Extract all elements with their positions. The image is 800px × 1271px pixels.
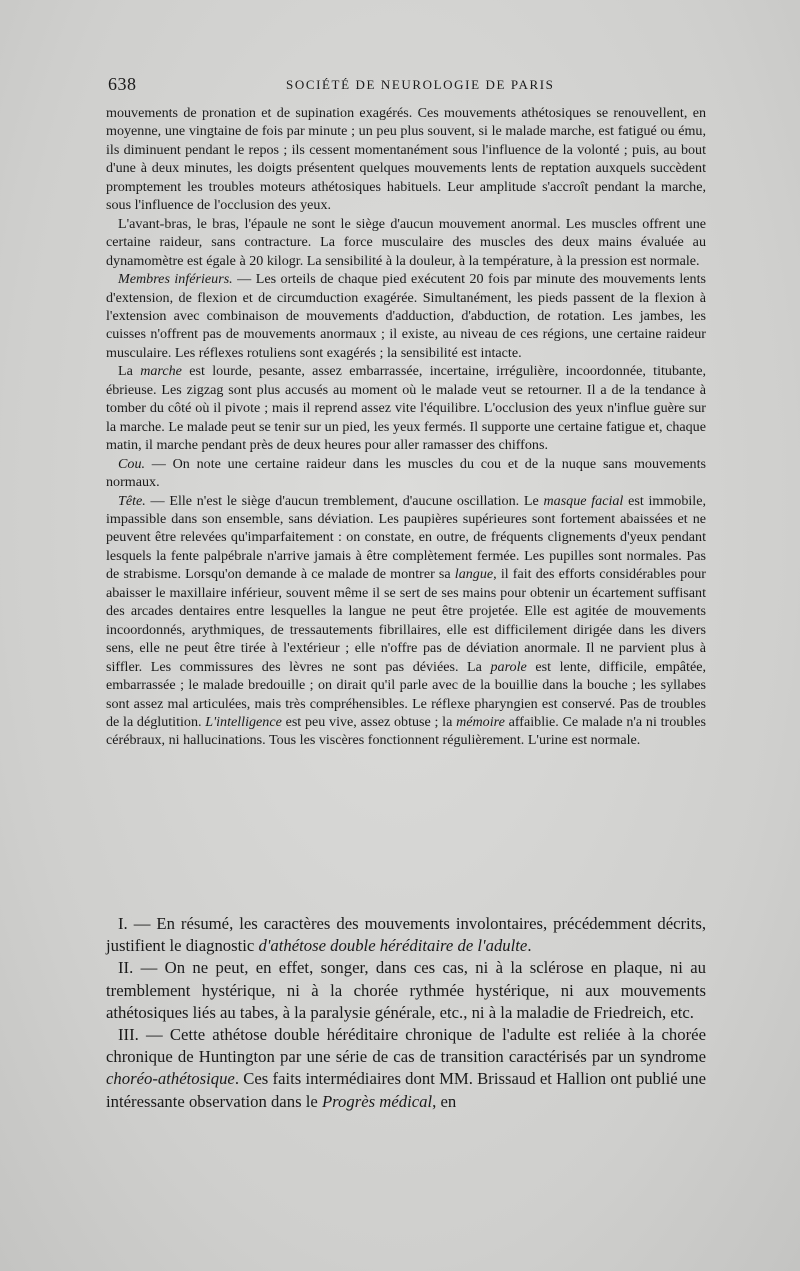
emphasis-syndrome: choréo-athétosique [106,1069,235,1089]
paragraph-neck [106,455,706,492]
emphasis-facial-mask: masque facial [543,492,624,509]
conclusion-two [106,957,706,1024]
section-heading-head: Tête. [118,492,146,509]
text-run: La [118,363,141,380]
running-head: SOCIÉTÉ DE NEUROLOGIE DE PARIS [286,77,555,92]
conclusions-text [106,913,706,1113]
emphasis-tongue: langue [454,566,494,583]
emphasis-journal-title: Progrès médical [321,1091,433,1111]
conclusion-three [106,1024,706,1113]
conclusion-one [106,913,706,957]
text-run: affaiblie. Ce malade n'a ni troubles cérébraux, ni hallucinations. Tous les viscères fonctionnent régulièrement. L'urine est normale. [106,713,706,749]
text-run: est lourde, pesante, assez embarrassée, incertaine, irrégulière, incoordonnée, titubante, ébrieuse. Les zigzag sont plus accusés au moment où le malade veut se retourner. Il a de la tendance à tomber du côté où il pivote ; mais il reprend assez vite l'équilibre. L'occlusion des yeux n'influe guère sur la marche. Le malade peut se tenir sur un pied, les yeux fermés. Il supporte une certaine fatigue et, chaque matin, il marche pendant près de deux heures pour aller ramasser des chiffons. [106,363,707,454]
text-run: . [527,936,532,956]
emphasis-diagnosis: d'athétose double héréditaire de l'adulte [258,936,528,956]
paragraph-arms [106,215,706,270]
paragraph-gait [106,362,706,454]
emphasis-memory: mémoire [456,713,505,730]
text-run: est peu vive, assez obtuse ; la [281,713,457,730]
emphasis-speech: parole [490,658,527,675]
text-run: — Les orteils de chaque pied exécutent 20 fois par minute des mouvements lents d'extension, de flexion et de circumduction exagérée. Simultanément, les pieds passent de la flexion à l'extension avec combinaison de mouvements d'adduction, d'abduction, de rotation. Les jambes, les cuisses n'offrent pas de mouvements anormaux ; il existe, au niveau de ces régions, une certaine raideur musculaire. Les réflexes rotuliens sont exagérés ; la sensibilité est intacte. [106,271,706,361]
text-run: II. — On ne peut, en effet, songer, dans ces cas, ni à la sclérose en plaque, ni au tremblement hystérique, ni à la chorée rythmée hystérique, ni aux mouvements athétosiques liés au tabes, à la paralysie générale, etc., ni à la maladie de Friedreich, etc. [106,958,706,1022]
paragraph-lower-limbs [106,270,706,362]
text-run: est lente, difficile, empâtée, embarrassée ; le malade bredouille ; on dirait qu'il parle avec de la bouillie dans la bouche ; les syllabes sont assez mal articulées, mais très compréhensibles. Le réflexe pharyngien est conservé. Pas de troubles de la déglutition. [106,658,706,730]
text-run: I. — En résumé, les caractères des mouvements involontaires, précédemment décrits, justifient le diagnostic [106,914,706,956]
page-header [108,74,703,96]
page-number: 638 [108,74,137,94]
text-run: , il fait des efforts considérables pour abaisser le maxillaire inférieur, souvent même il se sert de ses mains pour obtenir un écartement suffisant des arcades dentaires entre lesquelles la langue ne peut être projetée. Elle est agitée de mouvements incoordonnés, arythmiques, de tressautements fibrillaires, elle est difficilement dirigée dans les divers sens, elle ne peut être tirée à l'extérieur ; elle n'offre pas de déviation anormale. Il ne parvient plus à siffler. Les commissures des lèvres ne sont pas déviées. La [106,566,706,675]
section-heading-neck: Cou. [118,455,146,472]
text-run: III. — Cette athétose double héréditaire chronique de l'adulte est reliée à la chorée chronique de Huntington par une série de cas de transition caractérisés par un syndrome [106,1025,706,1067]
case-report-text [106,104,706,750]
text-run: — Elle n'est le siège d'aucun tremblement, d'aucune oscillation. Le [145,492,544,509]
text-run: , en [432,1091,457,1111]
text-run: L'avant-bras, le bras, l'épaule ne sont le siège d'aucun mouvement anormal. Les muscles offrent une certaine raideur, sans contracture. La force musculaire des muscles des deux mains évaluée au dynamomètre est égale à 20 kilogr. La sensibilité à la douleur, à la température, à la pression est normale. [106,215,706,269]
section-heading-lower-limbs: Membres inférieurs. [118,271,233,288]
paragraph-hands [106,104,706,215]
text-run: . Ces faits intermédiaires dont MM. Brissaud et Hallion ont publié une intéressante observation dans le [106,1069,706,1111]
text-run: mouvements de pronation et de supination exagérés. Ces mouvements athétosiques se renouvellent, en moyenne, une vingtaine de fois par minute ; un peu plus souvent, si le malade marche, est fatigué ou ému, ils diminuent pendant le repos ; ils cessent momentanément sous l'influence de la volonté ; puis, au bout d'une à deux minutes, les doigts présentent quelques mouvements lents de reptation auxquels succèdent promptement les troubles moteurs athétosiques habituels. Leur amplitude s'accroît pendant la marche, sous l'influence de l'occlusion des yeux. [106,105,706,214]
text-run: — On note une certaine raideur dans les muscles du cou et de la nuque sans mouvements normaux. [106,455,706,491]
emphasis-intelligence: L'intelligence [205,713,282,730]
paragraph-head [106,492,706,750]
emphasis-gait: marche [140,363,182,380]
text-run: est immobile, impassible dans son ensemble, sans déviation. Les paupières supérieures sont fortement abaissées et ne peuvent être relevées qu'imparfaitement : on constate, en outre, de fréquents clignements d'yeux pendant lesquels la fente palpébrale n'arrive jamais à être complètement fermée. Les pupilles sont normales. Pas de strabisme. Lorsqu'on demande à ce malade de montrer sa [106,492,706,583]
